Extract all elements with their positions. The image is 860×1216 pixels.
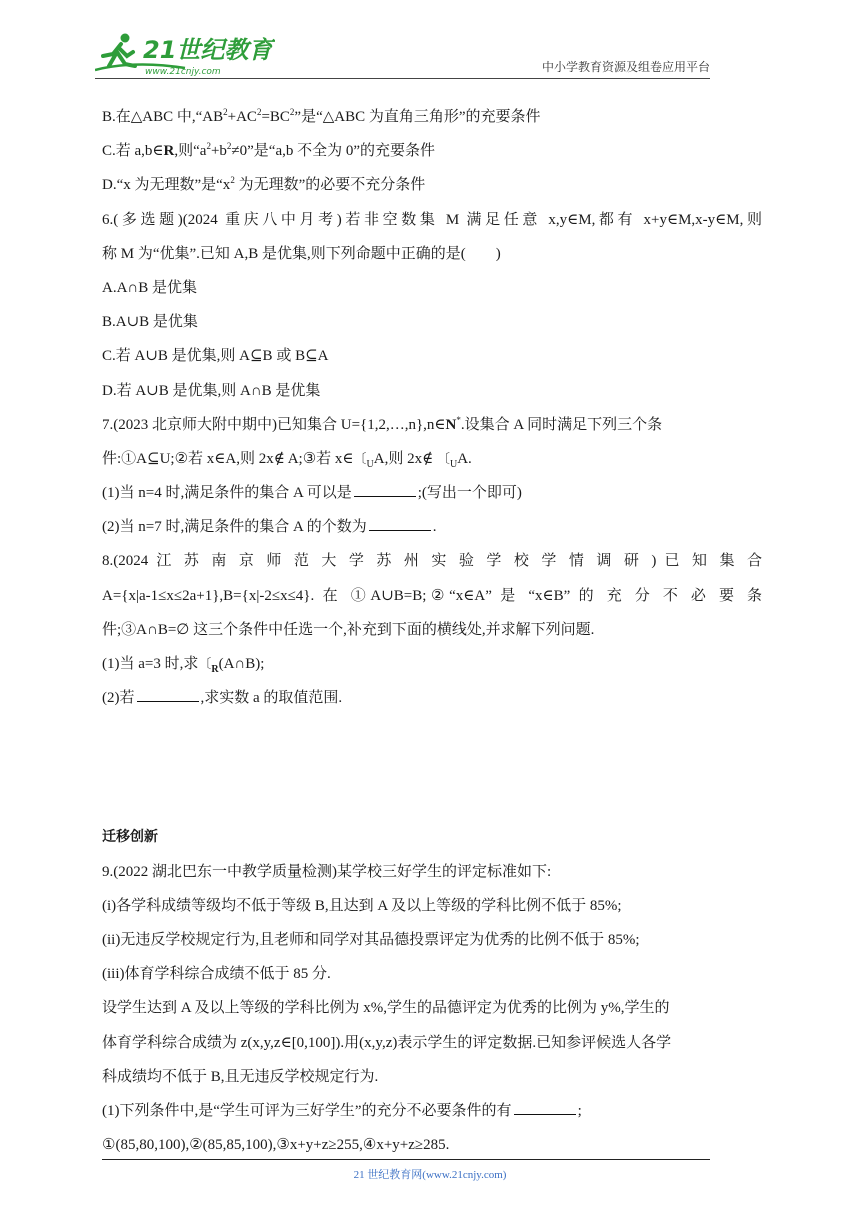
footer-text[interactable]: 21 世纪教育网(www.21cnjy.com) (353, 1169, 507, 1181)
q9-desc-line2: 体育学科综合成绩为 z(x,y,z∈[0,100]).用(x,y,z)表示学生的评定数据.已知参评候选人各学 (102, 1034, 672, 1051)
answer-blank (354, 482, 416, 497)
q7-part1: (1)当 n=4 时,满足条件的集合 A 可以是 ;(写出一个即可) (102, 476, 762, 510)
q6-option-a: A.A∩B 是优集 (102, 279, 198, 296)
q7-stem-line1: 7.(2023 北京师大附中期中)已知集合 U={1,2,…,n},n∈N*.设集合 A 同时满足下列三个条 (102, 414, 663, 433)
q9-desc-line3: 科成绩均不低于 B,且无违反学校规定行为. (102, 1068, 379, 1085)
logo-text: 21世纪教育 (143, 36, 273, 64)
q7-part2: (2)当 n=7 时,满足条件的集合 A 的个数为 . (102, 510, 762, 544)
q8-stem-line3: 件;③A∩B=∅ 这三个条件中任选一个,补充到下面的横线处,并求解下列问题. (102, 621, 595, 638)
q6-stem-line1: 6.(多选题)(2024 重庆八中月考)若非空数集 M 满足任意 x,y∈M,都有 x+y∈M,x-y∈M,则 (102, 211, 762, 228)
q8-stem-line2: A={x|a-1≤x≤2a+1},B={x|-2≤x≤4}. 在 ①A∪B=B;②“x∈A” 是 “x∈B” 的 充 分 不 必 要 条 (102, 587, 762, 604)
q9-stem: 9.(2022 湖北巴东一中教学质量检测)某学校三好学生的评定标准如下: (102, 863, 552, 880)
page-header (95, 30, 710, 80)
q5-option-d: D.“x 为无理数”是“$x^2$ 为无理数”的必要不充分条件 (102, 175, 426, 194)
q9-criterion-ii: (ii)无违反学校规定行为,且老师和同学对其品德投票评定为优秀的比例不低于 85%; (102, 931, 640, 948)
q6-option-d: D.若 A∪B 是优集,则 A∩B 是优集 (102, 382, 321, 399)
logo (95, 30, 275, 78)
q6-stem-line2: 称 M 为“优集”.已知 A,B 是优集,则下列命题中正确的是( ) (102, 245, 501, 262)
q8-part1: (1)当 a=3 时,求〔$_R$(A∩B); (102, 656, 265, 675)
footer-divider (102, 1159, 710, 1160)
spacer (102, 715, 762, 820)
platform-name: 中小学教育资源及组卷应用平台 (541, 60, 710, 74)
q9-options: ①(85,80,100),②(85,85,100),③x+y+z≥255,④x+y+z≥285. (102, 1137, 450, 1154)
q9-desc-line1: 设学生达到 A 及以上等级的学科比例为 x%,学生的品德评定为优秀的比例为 y%,学生的 (102, 1000, 670, 1017)
q9-criterion-iii: (iii)体育学科综合成绩不低于 85 分. (102, 966, 331, 983)
q9-part1: (1)下列条件中,是“学生可评为三好学生”的充分不必要条件的有 ; (102, 1094, 762, 1128)
q5-option-b: B.在△ABC 中$,“AB^2+AC^2=BC^2$”是“△ABC 为直角三角形”的充要条件 (102, 107, 541, 125)
header-divider (95, 78, 710, 79)
q6-option-c: C.若 A∪B 是优集,则 A⊆B 或 B⊆A (102, 348, 329, 365)
answer-blank (137, 687, 199, 702)
q9-criterion-i: (i)各学科成绩等级均不低于等级 B,且达到 A 及以上等级的学科比例不低于 85%; (102, 897, 622, 914)
document-body (102, 100, 762, 1162)
section-title: 迁移创新 (102, 829, 158, 846)
q6-option-b: B.A∪B 是优集 (102, 314, 198, 331)
logo-url: www.21cnjy.com (145, 67, 221, 77)
answer-blank (369, 516, 431, 531)
q7-stem-line2: 件:①A⊆U;②若 x∈A,则 2x∉ A;③若 x∈〔$_U$A,则 2x∉ 〔$_U$A. (102, 450, 472, 470)
q5-option-c: C.若 a,b∈R,则“$a^2+b^2\ne 0$”是“a,b 不全为 0”的充要条件 (102, 141, 436, 160)
q8-stem-line1: 8.(2024 江 苏 南 京 师 范 大 学 苏 州 实 验 学 校 学 情 调 研 ) 已 知 集 合 (102, 553, 762, 570)
answer-blank (514, 1100, 576, 1115)
q8-part2: (2)若 ,求实数 a 的取值范围. (102, 681, 762, 715)
